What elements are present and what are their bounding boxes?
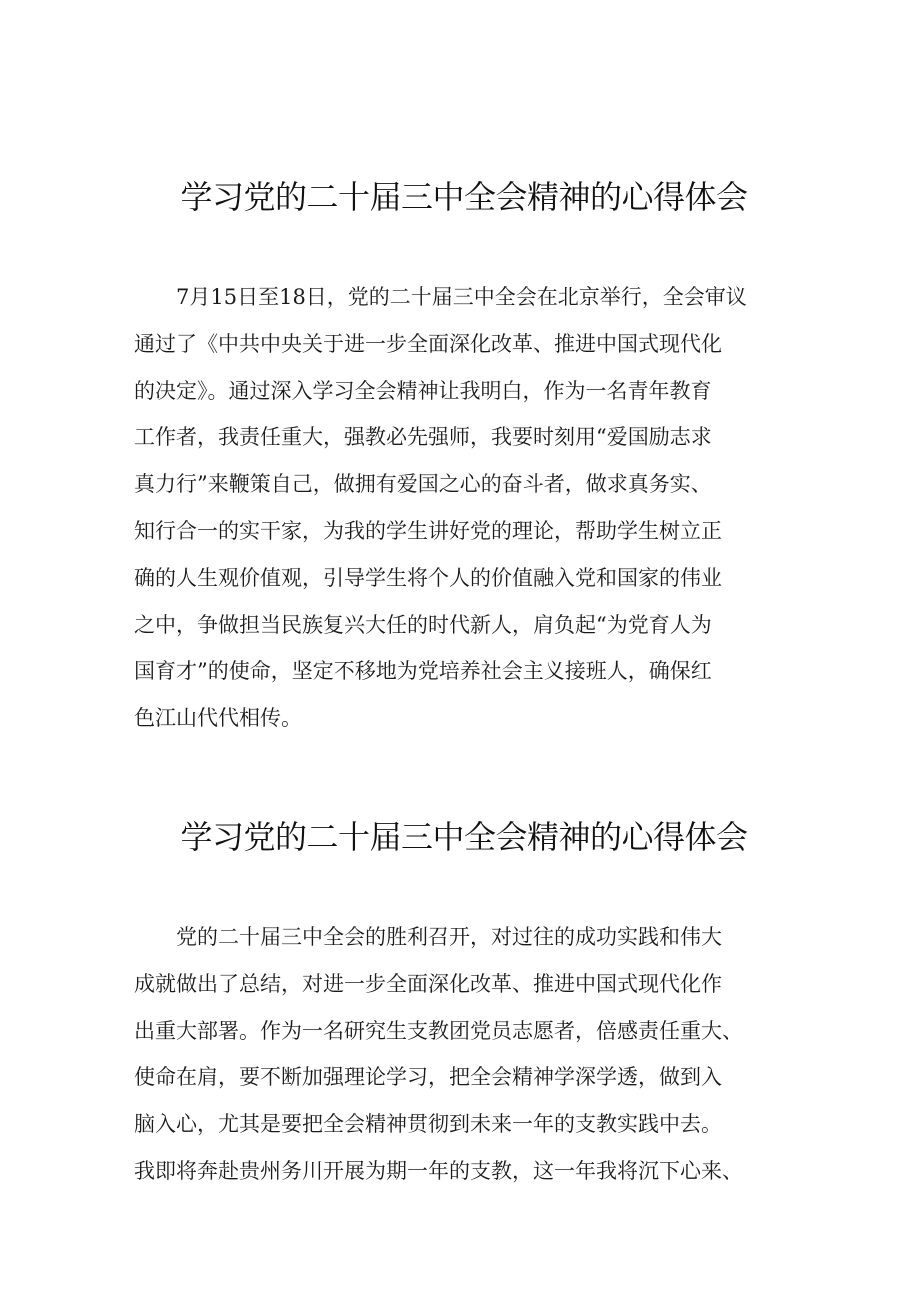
paragraph-line: 我即将奔赴贵州务川开展为期一年的支教，这一年我将沉下心来、 xyxy=(134,1158,743,1183)
section-title: 学习党的二十届三中全会精神的心得体会 xyxy=(180,818,748,856)
essay-section-2 xyxy=(134,810,794,1195)
paragraph-line: 脑入心，尤其是要把全会精神贯彻到未来一年的支教实践中去。 xyxy=(134,1112,722,1137)
paragraph-line: 7月15日至18日，党的二十届三中全会在北京举行，全会审议 xyxy=(176,285,747,309)
essay-paragraph xyxy=(134,914,794,1195)
section-title: 学习党的二十届三中全会精神的心得体会 xyxy=(180,178,748,216)
paragraph-line: 党的二十届三中全会的胜利召开，对过往的成功实践和伟大 xyxy=(176,925,722,949)
paragraph-line: 的决定》。通过深入学习全会精神让我明白，作为一名青年教育 xyxy=(134,378,712,403)
paragraph-line: 之中，争做担当民族复兴大任的时代新人，肩负起“为党育人为 xyxy=(134,612,712,637)
essay-paragraph xyxy=(134,274,794,742)
paragraph-line: 使命在肩，要不断加强理论学习，把全会精神学深学透，做到入 xyxy=(134,1065,722,1090)
paragraph-line: 确的人生观价值观，引导学生将个人的价值融入党和国家的伟业 xyxy=(134,565,722,590)
paragraph-line: 出重大部署。作为一名研究生支教团党员志愿者，倍感责任重大、 xyxy=(134,1018,743,1043)
essay-section-1 xyxy=(134,170,794,742)
paragraph-line: 知行合一的实干家，为我的学生讲好党的理论，帮助学生树立正 xyxy=(134,518,722,543)
paragraph-line: 真力行”来鞭策自己，做拥有爱国之心的奋斗者，做求真务实、 xyxy=(134,472,712,497)
paragraph-line: 国育才”的使命，坚定不移地为党培养社会主义接班人，确保红 xyxy=(134,659,712,684)
paragraph-line: 通过了《中共中央关于进一步全面深化改革、推进中国式现代化 xyxy=(134,331,722,356)
paragraph-line: 工作者，我责任重大，强教必先强师，我要时刻用“爱国励志求 xyxy=(134,425,712,450)
paragraph-line: 成就做出了总结，对进一步全面深化改革、推进中国式现代化作 xyxy=(134,971,722,996)
paragraph-line: 色江山代代相传。 xyxy=(134,706,302,731)
